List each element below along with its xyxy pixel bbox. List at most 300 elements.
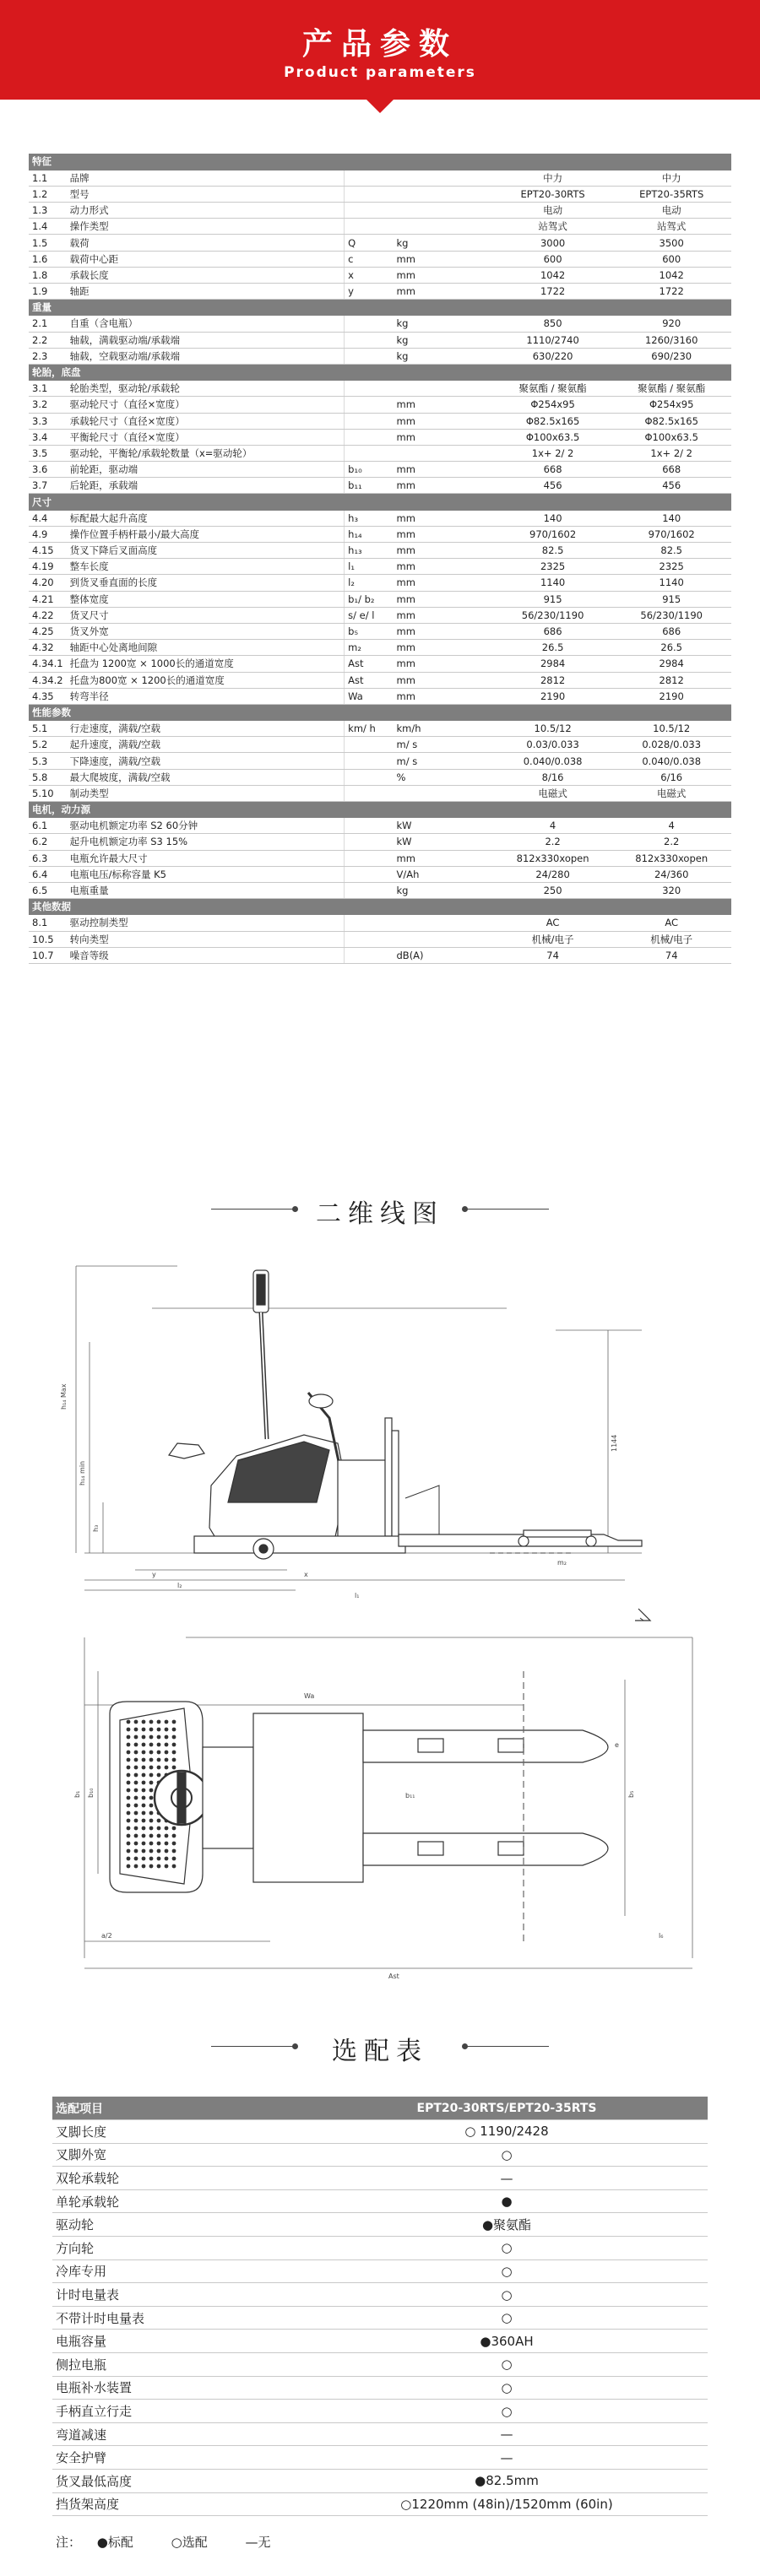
platform-grip-dot bbox=[157, 1720, 161, 1724]
platform-grip-dot bbox=[172, 1720, 176, 1724]
spec-value-35rts: 600 bbox=[611, 251, 731, 267]
spec-unit: mm bbox=[394, 656, 494, 672]
spec-name: 托盘为 1200宽 × 1000长的通道宽度 bbox=[67, 656, 345, 672]
spec-section-title: 轮胎，底盘 bbox=[29, 364, 731, 380]
spec-value-30rts: 机械/电子 bbox=[494, 931, 612, 947]
spec-name: 噪音等级 bbox=[67, 947, 345, 963]
options-table bbox=[52, 2097, 708, 2516]
spec-name: 起升速度，满载/空载 bbox=[67, 737, 345, 753]
platform-grip-dot bbox=[172, 1743, 176, 1747]
spec-row bbox=[29, 882, 731, 898]
spec-value-35rts: 56/230/1190 bbox=[611, 607, 731, 623]
option-value: ○ bbox=[306, 2353, 708, 2377]
option-row bbox=[52, 2422, 708, 2446]
spec-code: 4.34.1 bbox=[29, 656, 67, 672]
spec-name: 下降速度，满载/空载 bbox=[67, 753, 345, 769]
platform-grip-dot bbox=[149, 1751, 154, 1755]
spec-code: 3.3 bbox=[29, 413, 67, 429]
spec-unit bbox=[394, 186, 494, 202]
spec-symbol: l₂ bbox=[345, 575, 394, 591]
platform-grip-dot bbox=[157, 1849, 161, 1854]
platform-grip-dot bbox=[149, 1773, 154, 1778]
spec-name: 托盘为800宽 × 1200长的通道宽度 bbox=[67, 672, 345, 688]
platform-grip-dot bbox=[127, 1773, 131, 1778]
options-header-model: EPT20-30RTS/EPT20-35RTS bbox=[306, 2097, 708, 2120]
spec-symbol bbox=[345, 850, 394, 866]
spec-name: 动力形式 bbox=[67, 203, 345, 219]
platform-grip-dot bbox=[165, 1720, 169, 1724]
spec-unit bbox=[394, 915, 494, 931]
label-b1: b₁ bbox=[73, 1790, 81, 1798]
spec-code: 2.3 bbox=[29, 348, 67, 364]
platform-grip-dot bbox=[142, 1751, 146, 1755]
spec-symbol bbox=[345, 785, 394, 801]
spec-unit: mm bbox=[394, 591, 494, 607]
spec-code: 5.1 bbox=[29, 721, 67, 737]
spec-value-35rts: 26.5 bbox=[611, 640, 731, 656]
platform-grip-dot bbox=[134, 1751, 138, 1755]
spec-section-title: 特征 bbox=[29, 154, 731, 170]
label-h3: h₃ bbox=[92, 1524, 100, 1532]
option-name: 叉脚外宽 bbox=[52, 2143, 306, 2167]
spec-row bbox=[29, 348, 731, 364]
spec-unit: mm bbox=[394, 251, 494, 267]
label-b10: b₁₀ bbox=[87, 1788, 95, 1798]
spec-symbol bbox=[345, 445, 394, 461]
spec-name: 轮胎类型，驱动轮/承载轮 bbox=[67, 381, 345, 397]
platform-grip-dot bbox=[149, 1766, 154, 1770]
platform-grip-dot bbox=[172, 1758, 176, 1762]
spec-code: 1.6 bbox=[29, 251, 67, 267]
spec-value-35rts: 1260/3160 bbox=[611, 332, 731, 348]
platform-grip-dot bbox=[149, 1789, 154, 1793]
spec-code: 4.25 bbox=[29, 623, 67, 639]
platform-grip-dot bbox=[127, 1849, 131, 1854]
spec-row bbox=[29, 607, 731, 623]
spec-value-35rts: 970/1602 bbox=[611, 526, 731, 542]
platform-grip-dot bbox=[165, 1857, 169, 1861]
spec-symbol: y bbox=[345, 284, 394, 300]
spec-code: 1.1 bbox=[29, 170, 67, 186]
spec-unit: m/ s bbox=[394, 753, 494, 769]
spec-value-30rts: 10.5/12 bbox=[494, 721, 612, 737]
spec-unit: mm bbox=[394, 413, 494, 429]
spec-value-30rts: 250 bbox=[494, 882, 612, 898]
platform-grip-dot bbox=[142, 1766, 146, 1770]
spec-value-35rts: 2.2 bbox=[611, 834, 731, 850]
spec-unit: mm bbox=[394, 640, 494, 656]
platform-grip-dot bbox=[142, 1758, 146, 1762]
spec-code: 4.20 bbox=[29, 575, 67, 591]
spec-code: 10.5 bbox=[29, 931, 67, 947]
label-wa: Wa bbox=[304, 1692, 315, 1700]
spec-code: 5.2 bbox=[29, 737, 67, 753]
platform-grip-dot bbox=[127, 1834, 131, 1838]
spec-unit: mm bbox=[394, 284, 494, 300]
platform-grip-dot bbox=[149, 1781, 154, 1785]
spec-value-30rts: 82.5 bbox=[494, 543, 612, 559]
platform-grip-dot bbox=[157, 1826, 161, 1831]
option-row bbox=[52, 2189, 708, 2213]
spec-value-35rts: 686 bbox=[611, 623, 731, 639]
spec-name: 起升电机额定功率 S3 15% bbox=[67, 834, 345, 850]
platform-grip-dot bbox=[172, 1728, 176, 1732]
spec-value-35rts: 82.5 bbox=[611, 543, 731, 559]
spec-row bbox=[29, 284, 731, 300]
spec-symbol bbox=[345, 381, 394, 397]
page-subtitle: Product parameters bbox=[284, 64, 476, 81]
platform-grip-dot bbox=[127, 1758, 131, 1762]
spec-value-30rts: 74 bbox=[494, 947, 612, 963]
platform-grip-dot bbox=[172, 1864, 176, 1869]
platform-grip-dot bbox=[142, 1781, 146, 1785]
spec-symbol: Ast bbox=[345, 672, 394, 688]
option-row bbox=[52, 2376, 708, 2400]
spec-value-35rts: 668 bbox=[611, 462, 731, 478]
option-name: 货叉最低高度 bbox=[52, 2470, 306, 2493]
platform-grip-dot bbox=[149, 1796, 154, 1800]
spec-unit bbox=[394, 381, 494, 397]
spec-value-35rts: 0.028/0.033 bbox=[611, 737, 731, 753]
spec-value-30rts: 630/220 bbox=[494, 348, 612, 364]
spec-row bbox=[29, 203, 731, 219]
spec-value-35rts: 1042 bbox=[611, 267, 731, 283]
options-section-divider bbox=[0, 2030, 760, 2064]
label-x: x bbox=[304, 1571, 308, 1578]
platform-grip-dot bbox=[134, 1789, 138, 1793]
spec-code: 5.10 bbox=[29, 785, 67, 801]
spec-unit: m/ s bbox=[394, 737, 494, 753]
platform-grip-dot bbox=[165, 1864, 169, 1869]
platform-grip-dot bbox=[134, 1834, 138, 1838]
spec-unit: mm bbox=[394, 267, 494, 283]
spec-code: 4.4 bbox=[29, 510, 67, 526]
options-section-title: 选配表 bbox=[332, 2037, 428, 2066]
option-value: ○ bbox=[306, 2400, 708, 2423]
option-name: 电瓶容量 bbox=[52, 2330, 306, 2353]
spec-value-30rts: 2325 bbox=[494, 559, 612, 575]
option-value: ●聚氨酯 bbox=[306, 2213, 708, 2237]
spec-symbol: l₁ bbox=[345, 559, 394, 575]
header-pointer bbox=[366, 100, 394, 113]
options-table-container bbox=[52, 2097, 708, 2516]
spec-value-35rts: 10.5/12 bbox=[611, 721, 731, 737]
spec-row bbox=[29, 462, 731, 478]
spec-symbol bbox=[345, 931, 394, 947]
option-row bbox=[52, 2330, 708, 2353]
spec-section-title: 电机，动力源 bbox=[29, 802, 731, 818]
spec-name: 轴载，满载驱动端/承载端 bbox=[67, 332, 345, 348]
spec-value-35rts: 3500 bbox=[611, 235, 731, 251]
platform-grip-dot bbox=[142, 1743, 146, 1747]
spec-row bbox=[29, 866, 731, 882]
spec-value-35rts: 1140 bbox=[611, 575, 731, 591]
platform-grip-dot bbox=[157, 1773, 161, 1778]
legend-none: —无 bbox=[245, 2535, 271, 2550]
spec-code: 1.9 bbox=[29, 284, 67, 300]
spec-name: 轴载，空载驱动端/承载端 bbox=[67, 348, 345, 364]
spec-unit bbox=[394, 445, 494, 461]
spec-unit: kg bbox=[394, 235, 494, 251]
spec-value-35rts: 聚氨酯 / 聚氨酯 bbox=[611, 381, 731, 397]
option-value: — bbox=[306, 2446, 708, 2470]
spec-name: 货叉下降后叉面高度 bbox=[67, 543, 345, 559]
spec-value-35rts: Φ82.5x165 bbox=[611, 413, 731, 429]
platform-grip-dot bbox=[127, 1796, 131, 1800]
spec-value-30rts: Φ254x95 bbox=[494, 397, 612, 413]
label-e: e bbox=[615, 1741, 619, 1749]
spec-unit: mm bbox=[394, 429, 494, 445]
platform-grip-dot bbox=[149, 1826, 154, 1831]
spec-unit: mm bbox=[394, 850, 494, 866]
platform-grip-dot bbox=[149, 1735, 154, 1740]
platform-grip-dot bbox=[165, 1728, 169, 1732]
spec-value-35rts: 1x+ 2/ 2 bbox=[611, 445, 731, 461]
spec-value-30rts: 850 bbox=[494, 316, 612, 332]
spec-row bbox=[29, 559, 731, 575]
spec-value-30rts: 24/280 bbox=[494, 866, 612, 882]
spec-code: 3.6 bbox=[29, 462, 67, 478]
platform-grip-dot bbox=[165, 1826, 169, 1831]
platform-grip-dot bbox=[127, 1811, 131, 1816]
platform-grip-dot bbox=[149, 1819, 154, 1823]
platform-grip-dot bbox=[172, 1735, 176, 1740]
spec-section-title: 其他数据 bbox=[29, 899, 731, 915]
spec-row bbox=[29, 397, 731, 413]
platform-grip-dot bbox=[165, 1842, 169, 1846]
platform-grip-dot bbox=[157, 1819, 161, 1823]
spec-symbol: m₂ bbox=[345, 640, 394, 656]
option-value: ○ bbox=[306, 2237, 708, 2260]
option-value: ○ 1190/2428 bbox=[306, 2120, 708, 2144]
spec-symbol bbox=[345, 866, 394, 882]
spec-name: 平衡轮尺寸（直径×宽度） bbox=[67, 429, 345, 445]
spec-value-30rts: 站驾式 bbox=[494, 219, 612, 235]
platform-grip-dot bbox=[157, 1751, 161, 1755]
spec-value-30rts: Φ82.5x165 bbox=[494, 413, 612, 429]
platform-grip-dot bbox=[134, 1826, 138, 1831]
platform-grip-dot bbox=[127, 1735, 131, 1740]
spec-symbol: b₁/ b₂ bbox=[345, 591, 394, 607]
side-view-drawing bbox=[51, 1249, 709, 1604]
spec-section-title: 重量 bbox=[29, 300, 731, 316]
spec-code: 6.5 bbox=[29, 882, 67, 898]
spec-value-30rts: 2190 bbox=[494, 688, 612, 704]
platform-grip-dot bbox=[142, 1728, 146, 1732]
platform-grip-dot bbox=[142, 1826, 146, 1831]
platform-grip-dot bbox=[157, 1864, 161, 1869]
spec-row bbox=[29, 785, 731, 801]
spec-value-35rts: 2812 bbox=[611, 672, 731, 688]
spec-value-35rts: 4 bbox=[611, 818, 731, 834]
spec-name: 整车长度 bbox=[67, 559, 345, 575]
platform-grip-dot bbox=[157, 1857, 161, 1861]
spec-unit: mm bbox=[394, 559, 494, 575]
option-value: ● bbox=[306, 2189, 708, 2213]
spec-value-35rts: 电动 bbox=[611, 203, 731, 219]
spec-row bbox=[29, 640, 731, 656]
spec-value-30rts: 915 bbox=[494, 591, 612, 607]
label-l2: l₂ bbox=[177, 1582, 182, 1589]
platform-grip-dot bbox=[134, 1758, 138, 1762]
spec-section-header bbox=[29, 154, 731, 170]
spec-code: 5.3 bbox=[29, 753, 67, 769]
option-value: ○1220mm (48in)/1520mm (60in) bbox=[306, 2492, 708, 2516]
spec-name: 驱动电机额定功率 S2 60分钟 bbox=[67, 818, 345, 834]
platform-grip-dot bbox=[157, 1743, 161, 1747]
spec-unit: mm bbox=[394, 478, 494, 494]
platform-grip-dot bbox=[165, 1751, 169, 1755]
spec-row bbox=[29, 251, 731, 267]
spec-name: 载荷 bbox=[67, 235, 345, 251]
spec-symbol bbox=[345, 186, 394, 202]
spec-unit: mm bbox=[394, 607, 494, 623]
spec-name: 电瓶电压/标称容量 K5 bbox=[67, 866, 345, 882]
spec-unit bbox=[394, 931, 494, 947]
option-name: 双轮承载轮 bbox=[52, 2167, 306, 2190]
spec-code: 4.21 bbox=[29, 591, 67, 607]
platform-grip-dot bbox=[165, 1849, 169, 1854]
spec-name: 品牌 bbox=[67, 170, 345, 186]
spec-name: 电瓶允许最大尺寸 bbox=[67, 850, 345, 866]
platform-grip-dot bbox=[142, 1773, 146, 1778]
label-h14-min: h₁₄ min bbox=[79, 1460, 86, 1486]
spec-row bbox=[29, 591, 731, 607]
spec-unit: kg bbox=[394, 316, 494, 332]
spec-row bbox=[29, 769, 731, 785]
platform-grip-dot bbox=[142, 1804, 146, 1808]
options-header-row bbox=[52, 2097, 708, 2120]
spec-name: 制动类型 bbox=[67, 785, 345, 801]
spec-value-30rts: 1722 bbox=[494, 284, 612, 300]
spec-name: 轴距中心处离地间隙 bbox=[67, 640, 345, 656]
platform-grip-dot bbox=[165, 1743, 169, 1747]
spec-value-30rts: EPT20-30RTS bbox=[494, 186, 612, 202]
spec-value-30rts: 2984 bbox=[494, 656, 612, 672]
spec-unit: mm bbox=[394, 526, 494, 542]
spec-code: 4.9 bbox=[29, 526, 67, 542]
label-h14-max: h₁₄ Max bbox=[60, 1383, 68, 1410]
spec-row bbox=[29, 737, 731, 753]
spec-symbol: b₁₁ bbox=[345, 478, 394, 494]
option-row bbox=[52, 2167, 708, 2190]
spec-symbol bbox=[345, 413, 394, 429]
platform-grip-dot bbox=[172, 1826, 176, 1831]
spec-unit: km/h bbox=[394, 721, 494, 737]
platform-grip-dot bbox=[165, 1834, 169, 1838]
spec-value-30rts: 668 bbox=[494, 462, 612, 478]
platform-grip-dot bbox=[172, 1766, 176, 1770]
spec-code: 4.15 bbox=[29, 543, 67, 559]
spec-symbol bbox=[345, 397, 394, 413]
spec-unit: mm bbox=[394, 672, 494, 688]
spec-value-35rts: 920 bbox=[611, 316, 731, 332]
spec-unit: kg bbox=[394, 332, 494, 348]
spec-name: 到货叉垂直面的长度 bbox=[67, 575, 345, 591]
spec-row bbox=[29, 170, 731, 186]
spec-value-35rts: AC bbox=[611, 915, 731, 931]
option-value: ●360AH bbox=[306, 2330, 708, 2353]
spec-code: 2.1 bbox=[29, 316, 67, 332]
option-name: 安全护臂 bbox=[52, 2446, 306, 2470]
spec-value-35rts: 2325 bbox=[611, 559, 731, 575]
option-value: ○ bbox=[306, 2306, 708, 2330]
spec-unit: kW bbox=[394, 818, 494, 834]
option-value: ○ bbox=[306, 2143, 708, 2167]
spec-value-30rts: 0.040/0.038 bbox=[494, 753, 612, 769]
legend-optional: ○选配 bbox=[171, 2535, 208, 2550]
platform-grip-dot bbox=[157, 1842, 161, 1846]
spec-code: 1.8 bbox=[29, 267, 67, 283]
spec-name: 转向类型 bbox=[67, 931, 345, 947]
spec-name: 驱动轮尺寸（直径×宽度） bbox=[67, 397, 345, 413]
spec-value-30rts: AC bbox=[494, 915, 612, 931]
platform-grip-dot bbox=[142, 1789, 146, 1793]
label-a2: a/2 bbox=[101, 1932, 112, 1940]
platform-grip-dot bbox=[127, 1826, 131, 1831]
platform-grip-dot bbox=[134, 1804, 138, 1808]
page-title: 产品参数 bbox=[301, 27, 458, 62]
spec-symbol: Ast bbox=[345, 656, 394, 672]
platform-grip-dot bbox=[142, 1819, 146, 1823]
spec-row bbox=[29, 721, 731, 737]
spec-row bbox=[29, 235, 731, 251]
spec-symbol bbox=[345, 332, 394, 348]
spec-unit: kW bbox=[394, 834, 494, 850]
spec-row bbox=[29, 381, 731, 397]
label-l6: l₆ bbox=[659, 1932, 664, 1940]
spec-symbol bbox=[345, 947, 394, 963]
platform-grip-dot bbox=[127, 1766, 131, 1770]
spec-name: 电瓶重量 bbox=[67, 882, 345, 898]
spec-table-container bbox=[29, 154, 731, 964]
platform-grip-dot bbox=[142, 1720, 146, 1724]
option-row bbox=[52, 2353, 708, 2377]
drawing-section-title: 二维线图 bbox=[316, 1199, 444, 1229]
option-row bbox=[52, 2259, 708, 2283]
platform-grip-dot bbox=[149, 1728, 154, 1732]
spec-section-header bbox=[29, 364, 731, 380]
spec-symbol: h₁₄ bbox=[345, 526, 394, 542]
spec-section-header bbox=[29, 704, 731, 720]
spec-unit: mm bbox=[394, 623, 494, 639]
spec-symbol bbox=[345, 203, 394, 219]
spec-section-header bbox=[29, 899, 731, 915]
platform-grip-dot bbox=[172, 1751, 176, 1755]
spec-name: 前轮距，驱动端 bbox=[67, 462, 345, 478]
platform-grip-dot bbox=[142, 1834, 146, 1838]
spec-name: 驱动控制类型 bbox=[67, 915, 345, 931]
spec-value-30rts: 970/1602 bbox=[494, 526, 612, 542]
spec-value-35rts: 915 bbox=[611, 591, 731, 607]
spec-symbol bbox=[345, 429, 394, 445]
spec-unit: kg bbox=[394, 882, 494, 898]
platform-grip-dot bbox=[134, 1781, 138, 1785]
option-row bbox=[52, 2446, 708, 2470]
spec-value-30rts: 0.03/0.033 bbox=[494, 737, 612, 753]
option-row bbox=[52, 2470, 708, 2493]
platform-grip-dot bbox=[142, 1796, 146, 1800]
spec-value-30rts: 600 bbox=[494, 251, 612, 267]
platform-grip-dot bbox=[149, 1743, 154, 1747]
spec-section-title: 尺寸 bbox=[29, 494, 731, 510]
spec-code: 3.2 bbox=[29, 397, 67, 413]
spec-value-35rts: 2190 bbox=[611, 688, 731, 704]
spec-code: 5.8 bbox=[29, 769, 67, 785]
platform-grip-dot bbox=[134, 1842, 138, 1846]
platform-grip-dot bbox=[134, 1743, 138, 1747]
platform-grip-dot bbox=[134, 1849, 138, 1854]
